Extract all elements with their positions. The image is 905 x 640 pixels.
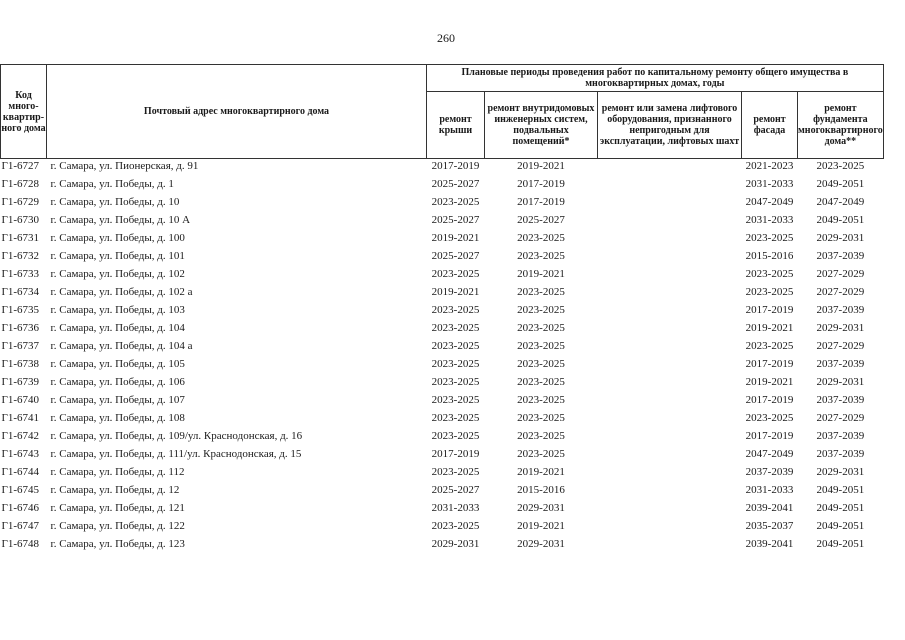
table-row <box>1 429 884 447</box>
row-address: г. Самара, ул. Победы, д. 123 <box>50 538 185 550</box>
row-foundation: 2027-2029 <box>816 412 865 424</box>
table-row <box>1 465 884 483</box>
row-foundation: 2037-2039 <box>816 394 865 406</box>
row-facade: 2023-2025 <box>745 232 794 244</box>
row-systems: 2015-2016 <box>517 484 565 496</box>
row-roof: 2023-2025 <box>431 520 480 532</box>
header-code: Код много-квартир-ного дома <box>1 65 47 159</box>
row-roof: 2025-2027 <box>431 484 480 496</box>
row-systems: 2019-2021 <box>517 268 565 280</box>
row-systems: 2023-2025 <box>517 322 565 334</box>
row-address: г. Самара, ул. Победы, д. 102 <box>50 268 185 280</box>
row-code: Г1-6727 <box>1 160 40 172</box>
row-systems: 2023-2025 <box>517 358 565 370</box>
row-lift <box>598 177 742 195</box>
row-facade: 2023-2025 <box>745 340 794 352</box>
table-row <box>1 249 884 267</box>
row-systems: 2023-2025 <box>517 430 565 442</box>
row-code: Г1-6734 <box>1 286 40 298</box>
table-row <box>1 213 884 231</box>
row-address: г. Самара, ул. Победы, д. 107 <box>50 394 185 406</box>
header-roof: ремонт крыши <box>427 92 485 159</box>
row-systems: 2029-2031 <box>517 538 565 550</box>
row-lift <box>598 159 742 178</box>
row-roof: 2017-2019 <box>431 448 480 460</box>
row-foundation: 2037-2039 <box>816 358 865 370</box>
row-systems: 2023-2025 <box>517 376 565 388</box>
row-foundation: 2037-2039 <box>816 448 865 460</box>
table-row <box>1 231 884 249</box>
header-lift: ремонт или замена лифтового оборудования, признанного непригодным для эксплуатации, лифтовых шахт <box>598 92 742 159</box>
row-facade: 2031-2033 <box>745 484 794 496</box>
row-foundation: 2029-2031 <box>816 466 865 478</box>
row-code: Г1-6733 <box>1 268 40 280</box>
row-code: Г1-6735 <box>1 304 40 316</box>
table-row <box>1 177 884 195</box>
row-lift <box>598 375 742 393</box>
row-facade: 2017-2019 <box>745 358 794 370</box>
header-systems: ремонт внутридомовых инженерных систем, подвальных помещений* <box>485 92 598 159</box>
row-systems: 2023-2025 <box>517 340 565 352</box>
row-code: Г1-6738 <box>1 358 40 370</box>
row-roof: 2031-2033 <box>431 502 480 514</box>
row-lift <box>598 447 742 465</box>
row-systems: 2025-2027 <box>517 214 565 226</box>
row-lift <box>598 249 742 267</box>
row-systems: 2017-2019 <box>517 178 565 190</box>
row-systems: 2023-2025 <box>517 448 565 460</box>
row-address: г. Самара, ул. Победы, д. 108 <box>50 412 185 424</box>
row-foundation: 2023-2025 <box>816 160 865 172</box>
row-code: Г1-6746 <box>1 502 40 514</box>
row-address: г. Самара, ул. Победы, д. 111/ул. Краснодонская, д. 15 <box>50 448 302 460</box>
row-lift <box>598 501 742 519</box>
row-facade: 2017-2019 <box>745 394 794 406</box>
row-lift <box>598 267 742 285</box>
table-row <box>1 195 884 213</box>
row-lift <box>598 411 742 429</box>
row-address: г. Самара, ул. Победы, д. 1 <box>50 178 174 190</box>
row-roof: 2023-2025 <box>431 394 480 406</box>
row-address: г. Самара, ул. Победы, д. 105 <box>50 358 185 370</box>
table-row <box>1 339 884 357</box>
table-row <box>1 267 884 285</box>
row-address: г. Самара, ул. Победы, д. 104 <box>50 322 185 334</box>
row-address: г. Самара, ул. Победы, д. 122 <box>50 520 185 532</box>
row-address: г. Самара, ул. Победы, д. 112 <box>50 466 185 478</box>
row-lift <box>598 285 742 303</box>
row-code: Г1-6730 <box>1 214 40 226</box>
row-roof: 2023-2025 <box>431 412 480 424</box>
table-row <box>1 303 884 321</box>
row-foundation: 2049-2051 <box>816 178 865 190</box>
row-address: г. Самара, ул. Победы, д. 100 <box>50 232 185 244</box>
table-row <box>1 285 884 303</box>
table-body <box>1 159 884 556</box>
row-systems: 2019-2021 <box>517 466 565 478</box>
table-header <box>1 65 884 159</box>
header-foundation: ремонт фундамента многоквартирного дома** <box>798 92 884 159</box>
row-foundation: 2049-2051 <box>816 502 865 514</box>
row-code: Г1-6740 <box>1 394 40 406</box>
row-lift <box>598 213 742 231</box>
row-roof: 2025-2027 <box>431 214 480 226</box>
row-facade: 2023-2025 <box>745 268 794 280</box>
row-address: г. Самара, ул. Победы, д. 10 <box>50 196 180 208</box>
row-foundation: 2049-2051 <box>816 520 865 532</box>
row-facade: 2035-2037 <box>745 520 794 532</box>
row-roof: 2029-2031 <box>431 538 480 550</box>
table-row <box>1 501 884 519</box>
row-facade: 2017-2019 <box>745 304 794 316</box>
row-address: г. Самара, ул. Победы, д. 104 а <box>50 340 193 352</box>
row-address: г. Самара, ул. Победы, д. 121 <box>50 502 185 514</box>
row-facade: 2015-2016 <box>745 250 794 262</box>
row-foundation: 2049-2051 <box>816 214 865 226</box>
row-facade: 2019-2021 <box>745 376 794 388</box>
row-address: г. Самара, ул. Победы, д. 109/ул. Краснодонская, д. 16 <box>50 430 303 442</box>
row-systems: 2023-2025 <box>517 232 565 244</box>
row-lift <box>598 357 742 375</box>
row-roof: 2023-2025 <box>431 430 480 442</box>
row-lift <box>598 537 742 555</box>
row-roof: 2023-2025 <box>431 466 480 478</box>
table-row <box>1 321 884 339</box>
row-code: Г1-6742 <box>1 430 40 442</box>
row-foundation: 2049-2051 <box>816 538 865 550</box>
row-roof: 2019-2021 <box>431 286 480 298</box>
row-address: г. Самара, ул. Победы, д. 101 <box>50 250 185 262</box>
row-code: Г1-6731 <box>1 232 40 244</box>
row-code: Г1-6737 <box>1 340 40 352</box>
row-foundation: 2027-2029 <box>816 340 865 352</box>
row-code: Г1-6744 <box>1 466 40 478</box>
row-facade: 2021-2023 <box>745 160 794 172</box>
row-systems: 2029-2031 <box>517 502 565 514</box>
row-code: Г1-6729 <box>1 196 40 208</box>
row-address: г. Самара, ул. Победы, д. 106 <box>50 376 185 388</box>
row-roof: 2023-2025 <box>431 304 480 316</box>
row-address: г. Самара, ул. Победы, д. 12 <box>50 484 180 496</box>
row-facade: 2019-2021 <box>745 322 794 334</box>
row-roof: 2023-2025 <box>431 268 480 280</box>
row-roof: 2025-2027 <box>431 178 480 190</box>
row-foundation: 2027-2029 <box>816 286 865 298</box>
table-row <box>1 393 884 411</box>
row-systems: 2023-2025 <box>517 394 565 406</box>
row-systems: 2019-2021 <box>517 160 565 172</box>
row-foundation: 2029-2031 <box>816 376 865 388</box>
row-code: Г1-6736 <box>1 322 40 334</box>
row-code: Г1-6732 <box>1 250 40 262</box>
row-lift <box>598 321 742 339</box>
row-roof: 2017-2019 <box>431 160 480 172</box>
row-foundation: 2037-2039 <box>816 304 865 316</box>
row-lift <box>598 339 742 357</box>
row-roof: 2023-2025 <box>431 376 480 388</box>
row-facade: 2037-2039 <box>745 466 794 478</box>
row-lift <box>598 393 742 411</box>
row-facade: 2017-2019 <box>745 430 794 442</box>
row-roof: 2023-2025 <box>431 322 480 334</box>
row-lift <box>598 483 742 501</box>
row-facade: 2031-2033 <box>745 178 794 190</box>
row-roof: 2025-2027 <box>431 250 480 262</box>
row-address: г. Самара, ул. Победы, д. 103 <box>50 304 185 316</box>
row-lift <box>598 429 742 447</box>
row-code: Г1-6743 <box>1 448 40 460</box>
row-foundation: 2029-2031 <box>816 232 865 244</box>
row-facade: 2047-2049 <box>745 448 794 460</box>
row-facade: 2047-2049 <box>745 196 794 208</box>
row-facade: 2023-2025 <box>745 286 794 298</box>
row-facade: 2039-2041 <box>745 538 794 550</box>
row-foundation: 2037-2039 <box>816 430 865 442</box>
row-roof: 2023-2025 <box>431 340 480 352</box>
row-address: г. Самара, ул. Победы, д. 102 а <box>50 286 193 298</box>
row-roof: 2023-2025 <box>431 196 480 208</box>
table-row <box>1 159 884 178</box>
table-row <box>1 519 884 537</box>
row-systems: 2019-2021 <box>517 520 565 532</box>
row-address: г. Самара, ул. Победы, д. 10 А <box>50 214 191 226</box>
row-lift <box>598 519 742 537</box>
row-systems: 2023-2025 <box>517 250 565 262</box>
row-roof: 2023-2025 <box>431 358 480 370</box>
row-address: г. Самара, ул. Пионерская, д. 91 <box>50 160 199 172</box>
table-row <box>1 375 884 393</box>
row-lift <box>598 465 742 483</box>
header-address: Почтовый адрес многоквартирного дома <box>47 65 427 159</box>
row-code: Г1-6741 <box>1 412 40 424</box>
row-code: Г1-6739 <box>1 376 40 388</box>
row-systems: 2017-2019 <box>517 196 565 208</box>
row-code: Г1-6748 <box>1 538 40 550</box>
row-systems: 2023-2025 <box>517 286 565 298</box>
row-code: Г1-6747 <box>1 520 40 532</box>
table-row <box>1 483 884 501</box>
page-number: 260 <box>437 31 455 45</box>
capital-repair-table <box>0 64 884 555</box>
row-facade: 2023-2025 <box>745 412 794 424</box>
row-facade: 2039-2041 <box>745 502 794 514</box>
row-code: Г1-6745 <box>1 484 40 496</box>
row-code: Г1-6728 <box>1 178 40 190</box>
header-group: Плановые периоды проведения работ по капитальному ремонту общего имущества в многоквартирных домах, годы <box>427 65 884 92</box>
row-lift <box>598 231 742 249</box>
table-row <box>1 357 884 375</box>
row-lift <box>598 195 742 213</box>
row-foundation: 2047-2049 <box>816 196 865 208</box>
row-foundation: 2049-2051 <box>816 484 865 496</box>
row-foundation: 2037-2039 <box>816 250 865 262</box>
row-lift <box>598 303 742 321</box>
table-row <box>1 411 884 429</box>
row-facade: 2031-2033 <box>745 214 794 226</box>
table-row <box>1 537 884 555</box>
table-row <box>1 447 884 465</box>
row-foundation: 2027-2029 <box>816 268 865 280</box>
row-foundation: 2029-2031 <box>816 322 865 334</box>
header-facade: ремонт фасада <box>742 92 798 159</box>
row-systems: 2023-2025 <box>517 412 565 424</box>
row-systems: 2023-2025 <box>517 304 565 316</box>
row-roof: 2019-2021 <box>431 232 480 244</box>
